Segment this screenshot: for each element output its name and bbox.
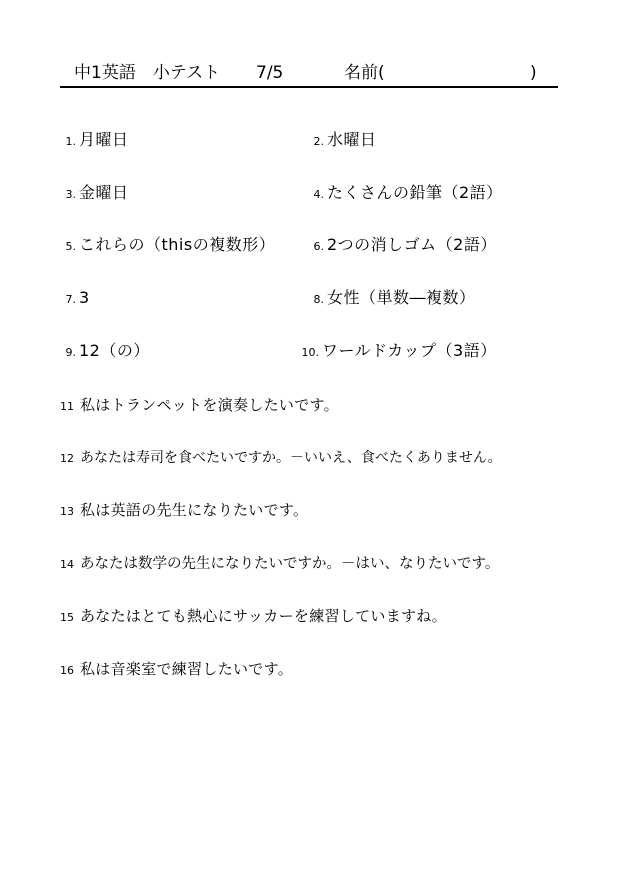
question-text: 3 xyxy=(79,288,90,307)
question-text: あなたは数学の先生になりたいですか。－はい、なりたいです。 xyxy=(80,556,500,572)
question-10 xyxy=(300,339,497,363)
question-text: 金曜日 xyxy=(79,183,129,202)
name-label: 名前( xyxy=(344,63,385,83)
question-16 xyxy=(60,657,293,681)
question-1 xyxy=(58,128,129,152)
question-number: 16 xyxy=(60,664,74,677)
question-text: 私は音楽室で練習したいです。 xyxy=(80,660,294,678)
question-number: 1. xyxy=(65,135,76,148)
question-number: 10. xyxy=(301,346,319,359)
question-number: 7. xyxy=(65,293,76,306)
question-9 xyxy=(58,339,150,363)
question-text: たくさんの鉛筆（2語） xyxy=(327,183,503,202)
question-text: 私はトランペットを演奏したいです。 xyxy=(80,396,339,414)
name-close-paren: ) xyxy=(530,63,537,83)
question-6 xyxy=(305,233,497,257)
question-number: 2. xyxy=(313,135,324,148)
question-number: 3. xyxy=(65,188,76,201)
test-title: 中1英語 小テスト xyxy=(74,63,221,83)
question-number: 8. xyxy=(313,293,324,306)
question-number: 6. xyxy=(313,240,324,253)
question-number: 5. xyxy=(65,240,76,253)
question-text: あなたは寿司を食べたいですか。－いいえ、食べたくありません。 xyxy=(80,450,502,466)
question-text: ワールドカップ（3語） xyxy=(322,341,497,360)
question-text: これらの（thisの複数形） xyxy=(79,235,276,254)
question-13 xyxy=(60,498,308,522)
question-text: 月曜日 xyxy=(79,130,129,149)
question-text: 12（の） xyxy=(79,341,150,360)
question-8 xyxy=(305,286,476,310)
question-text: 女性（単数―複数） xyxy=(327,288,476,307)
test-date: 7/5 xyxy=(256,63,284,83)
question-number: 9. xyxy=(65,346,76,359)
question-15 xyxy=(60,604,447,628)
question-14 xyxy=(60,551,499,575)
question-4 xyxy=(305,181,503,205)
question-number: 12 xyxy=(60,452,74,465)
question-2 xyxy=(305,128,377,152)
question-12 xyxy=(60,445,502,469)
question-3 xyxy=(58,181,129,205)
question-text: 私は英語の先生になりたいです。 xyxy=(80,501,309,519)
question-7 xyxy=(58,286,90,310)
question-text: 水曜日 xyxy=(327,130,377,149)
question-text: あなたはとても熱心にサッカーを練習していますね。 xyxy=(80,607,447,625)
question-number: 13 xyxy=(60,505,74,518)
question-text: 2つの消しゴム（2語） xyxy=(327,235,497,254)
question-number: 4. xyxy=(313,188,324,201)
question-number: 14 xyxy=(60,558,74,571)
question-number: 11 xyxy=(60,400,74,413)
question-number: 15 xyxy=(60,611,74,624)
question-11 xyxy=(60,393,339,417)
test-header xyxy=(60,60,558,88)
question-5 xyxy=(58,233,275,257)
